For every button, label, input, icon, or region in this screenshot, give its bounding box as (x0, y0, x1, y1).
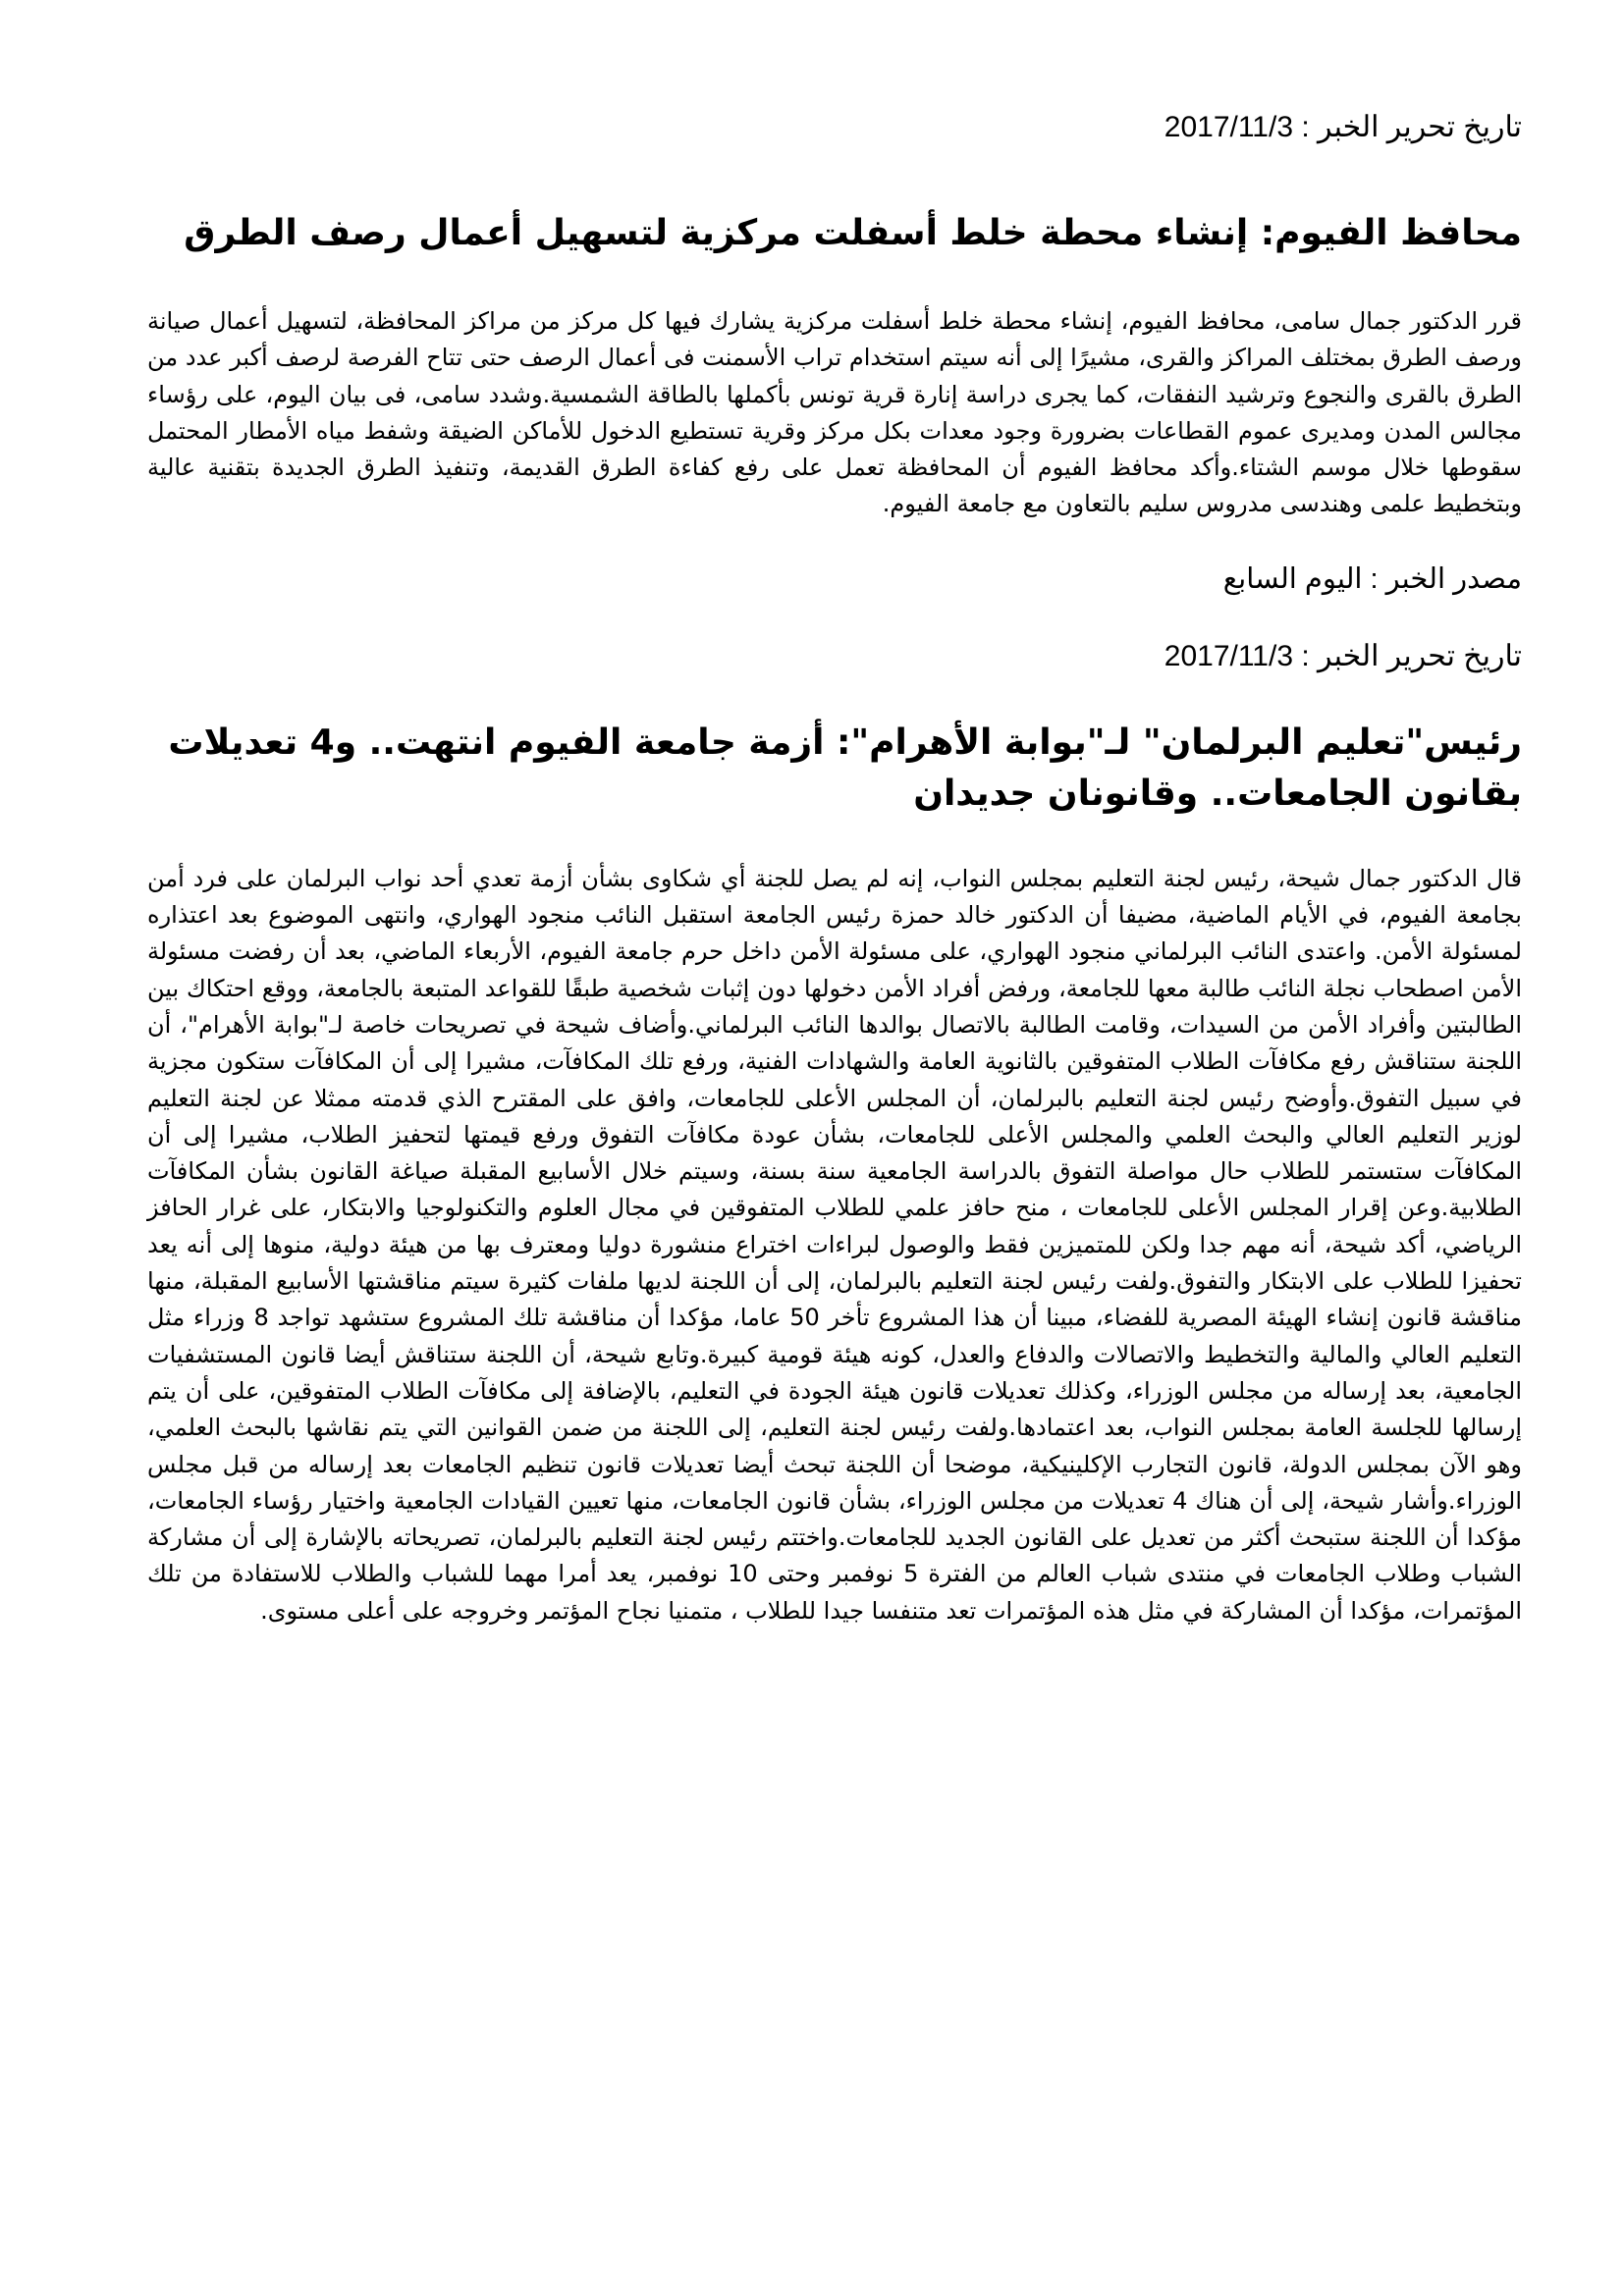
article-1-date (147, 106, 1522, 149)
article-2-date-label: تاريخ تحرير الخبر : (1293, 639, 1522, 672)
article-1-body: قرر الدكتور جمال سامى، محافظ الفيوم، إنشاء محطة خلط أسفلت مركزية يشارك فيها كل مركز من مراكز المحافظة، لتسهيل أعمال صيانة ورصف الطرق بمختلف المراكز والقرى، مشيرًا إلى أنه سيتم استخدام تراب الأسمنت فى أعمال الرصف حتى تتاح الفرصة لرصف أكبر عدد من الطرق بالقرى والنجوع وترشيد النفقات، كما يجرى دراسة إنارة قرية تونس بأكملها بالطاقة الشمسية.وشدد سامى، فى بيان اليوم، على رؤساء مجالس المدن ومديرى عموم القطاعات بضرورة وجود معدات بكل مركز وقرية تستطيع الدخول للأماكن الضيقة وشفط مياه الأمطار المحتمل سقوطها خلال موسم الشتاء.وأكد محافظ الفيوم أن المحافظة تعمل على رفع كفاءة الطرق القديمة، وتنفيذ الطرق الجديدة بتقنية عالية وبتخطيط علمى وهندسى مدروس سليم بالتعاون مع جامعة الفيوم. (147, 307, 1522, 518)
article-1-source-value: اليوم السابع (1222, 562, 1363, 595)
article-1-source-label: مصدر الخبر : (1362, 562, 1522, 595)
article-2-date (147, 635, 1522, 678)
article-1-date-value: 2017/11/3 (1164, 111, 1294, 143)
article-1-source (147, 559, 1522, 600)
article-2-title: رئيس"تعليم البرلمان" لـ"بوابة الأهرام": أزمة جامعة الفيوم انتهت.. و4 تعديلات بقانون الجامعات.. وقانونان جديدان (168, 721, 1522, 814)
document-page (147, 98, 1522, 1629)
article-2-date-value: 2017/11/3 (1164, 639, 1294, 672)
article-1-date-label: تاريخ تحرير الخبر : (1293, 111, 1522, 143)
article-1-title: محافظ الفيوم: إنشاء محطة خلط أسفلت مركزية لتسهيل أعمال رصف الطرق (184, 213, 1522, 253)
article-2-body: قال الدكتور جمال شيحة، رئيس لجنة التعليم بمجلس النواب، إنه لم يصل للجنة أي شكاوى بشأن أزمة تعدي أحد نواب البرلمان على فرد أمن بجامعة الفيوم، في الأيام الماضية، مضيفا أن الدكتور خالد حمزة رئيس الجامعة استقبل النائب منجود الهواري، وانتهى الموضوع بعد اعتذاره لمسئولة الأمن. واعتدى النائب البرلماني منجود الهواري، على مسئولة الأمن داخل حرم جامعة الفيوم، الأربعاء الماضي، بعد أن رفضت مسئولة الأمن اصطحاب نجلة النائب طالبة معها للجامعة، ورفض أفراد الأمن دخولها دون إثبات شخصية طبقًا للقواعد المتبعة بالجامعة، ووقع احتكاك بين الطالبتين وأفراد الأمن من السيدات، وقامت الطالبة بالاتصال بوالدها النائب البرلماني.وأضاف شيحة في تصريحات خاصة لـ"بوابة الأهرام"، أن اللجنة ستناقش رفع مكافآت الطلاب المتفوقين بالثانوية العامة والشهادات الفنية، ورفع تلك المكافآت، مشيرا إلى أن المكافآت ستكون مجزية في سبيل التفوق.وأوضح رئيس لجنة التعليم بالبرلمان، أن المجلس الأعلى للجامعات، وافق على المقترح الذي قدمته ممثلا عن لجنة التعليم لوزير التعليم العالي والبحث العلمي والمجلس الأعلى للجامعات، بشأن عودة مكافآت التفوق ورفع قيمتها لتحفيز الطلاب، مشيرا إلى أن المكافآت ستستمر للطلاب حال مواصلة التفوق بالدراسة الجامعية سنة بسنة، وسيتم خلال الأسابيع المقبلة صياغة القانون بشأن المكافآت الطلابية.وعن إقرار المجلس الأعلى للجامعات ، منح حافز علمي للطلاب المتفوقين في مجال العلوم والتكنولوجيا والابتكار، على غرار الحافز الرياضي، أكد شيحة، أنه مهم جدا ولكن للمتميزين فقط والوصول لبراءات اختراع منشورة دوليا ومعترف بها من هيئة دولية، منوها إلى أنه يعد تحفيزا للطلاب على الابتكار والتفوق.ولفت رئيس لجنة التعليم بالبرلمان، إلى أن اللجنة لديها ملفات كثيرة سيتم مناقشتها الأسابيع المقبلة، منها مناقشة قانون إنشاء الهيئة المصرية للفضاء، مبينا أن هذا المشروع تأخر 50 عاما، مؤكدا أن مناقشة تلك المشروع ستشهد تواجد 8 وزراء مثل التعليم العالي والمالية والتخطيط والاتصالات والدفاع والعدل، كونه هيئة قومية كبيرة.وتابع شيحة، أن اللجنة ستناقش أيضا قانون المستشفيات الجامعية، بعد إرساله من مجلس الوزراء، وكذلك تعديلات قانون هيئة الجودة في التعليم، بالإضافة إلى مكافآت الطلاب المتفوقين، على أن يتم إرسالها للجلسة العامة بمجلس النواب، بعد اعتمادها.ولفت رئيس لجنة التعليم، إلى اللجنة من ضمن القوانين التي يتم نقاشها بالبحث العلمي، وهو الآن بمجلس الدولة، قانون التجارب الإكلينيكية، موضحا أن اللجنة تبحث أيضا تعديلات قانون تنظيم الجامعات بعد إرساله من قبل مجلس الوزراء.وأشار شيحة، إلى أن هناك 4 تعديلات من مجلس الوزراء، بشأن قانون الجامعات، منها تعيين القيادات الجامعية واختيار رؤساء الجامعات، مؤكدا أن اللجنة ستبحث أكثر من تعديل على القانون الجديد للجامعات.واختتم رئيس لجنة التعليم بالبرلمان، تصريحاته بالإشارة إلى أن مشاركة الشباب وطلاب الجامعات في منتدى شباب العالم من الفترة 5 نوفمبر وحتى 10 نوفمبر، يعد أمرا مهما للشباب والطلاب للاستفادة من تلك المؤتمرات، مؤكدا أن المشاركة في مثل هذه المؤتمرات تعد متنفسا جيدا للطلاب ، متمنيا نجاح المؤتمر وخروجه على أعلى مستوى. (147, 864, 1523, 1625)
